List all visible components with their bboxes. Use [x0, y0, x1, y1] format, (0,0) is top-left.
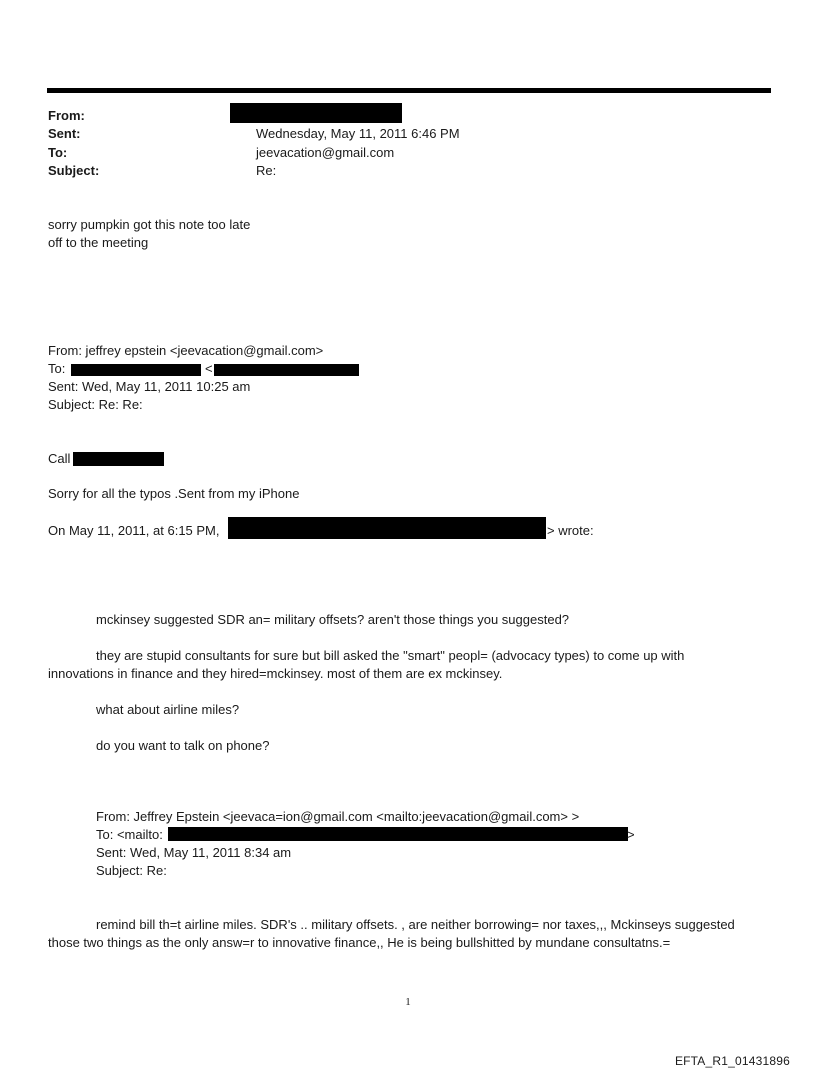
quoted1-to-prefix: To:: [48, 361, 66, 376]
body-line-2: off to the meeting: [48, 235, 149, 250]
redaction-to-mailto: [168, 827, 628, 841]
quoted1-on-suffix: > wrote:: [547, 523, 594, 538]
page-number: 1: [405, 996, 411, 1008]
inner-p1: mckinsey suggested SDR an= military offsets? aren't those things you suggested?: [96, 612, 570, 627]
redaction-to-email: [214, 364, 359, 376]
final-p1b: those two things as the only answ=r to innovative finance,, He is being bullshitted by mundane consultatns.=: [48, 935, 671, 950]
quoted1-subject: Subject: Re: Re:: [48, 397, 143, 412]
quoted2-to-prefix: To: <mailto:: [96, 827, 163, 842]
redaction-sender: [228, 517, 546, 539]
quoted2-to-suffix: >: [627, 827, 635, 842]
from-label: From:: [48, 108, 85, 123]
inner-p3: what about airline miles?: [96, 702, 240, 717]
inner-p4: do you want to talk on phone?: [96, 738, 270, 753]
quoted2-sent: Sent: Wed, May 11, 2011 8:34 am: [96, 845, 292, 860]
quoted1-to-mid: <: [205, 361, 213, 376]
final-p1a: remind bill th=t airline miles. SDR's .. military offsets. , are neither borrowing= nor taxes,,, Mckinseys suggested: [96, 917, 735, 932]
quoted2-subject: Subject: Re:: [96, 863, 167, 878]
quoted1-sent: Sent: Wed, May 11, 2011 10:25 am: [48, 379, 251, 394]
inner-p2b: innovations in finance and they hired=mckinsey. most of them are ex mckinsey.: [48, 666, 503, 681]
redaction-from: [230, 103, 402, 123]
subject-value: Re:: [256, 163, 277, 178]
bates-number: EFTA_R1_01431896: [674, 1054, 790, 1068]
quoted1-typos: Sorry for all the typos .Sent from my iPhone: [48, 486, 300, 501]
quoted2-from: From: Jeffrey Epstein <jeevaca=ion@gmail.com <mailto:jeevacation@gmail.com> >: [96, 809, 580, 824]
subject-label: Subject:: [48, 163, 100, 178]
header-rule: [47, 88, 771, 93]
inner-p2a: they are stupid consultants for sure but bill asked the "smart" peopl= (advocacy types) to come up with: [96, 648, 685, 663]
quoted1-call: Call: [48, 451, 71, 466]
quoted1-on-prefix: On May 11, 2011, at 6:15 PM,: [48, 523, 220, 538]
body-line-1: sorry pumpkin got this note too late: [48, 217, 251, 232]
sent-value: Wednesday, May 11, 2011 6:46 PM: [256, 126, 460, 141]
redaction-to-name: [71, 364, 201, 376]
to-label: To:: [48, 145, 68, 160]
redaction-phone: [73, 452, 164, 466]
quoted1-from: From: jeffrey epstein <jeevacation@gmail.com>: [48, 343, 324, 358]
to-value: jeevacation@gmail.com: [256, 145, 395, 160]
sent-label: Sent:: [48, 126, 81, 141]
